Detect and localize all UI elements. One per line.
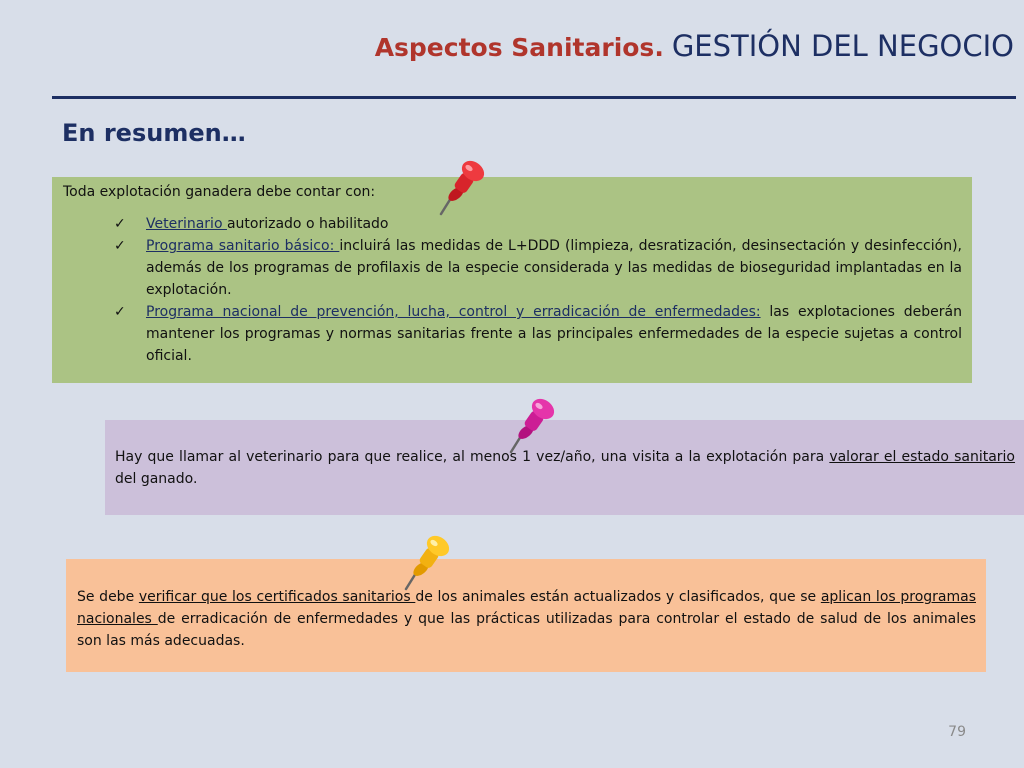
veterinario-link[interactable]: Veterinario — [146, 216, 227, 232]
requirements-intro: Toda explotación ganadera debe contar con: — [63, 184, 376, 200]
underlined-phrase: aplican los programas nacionales — [77, 589, 976, 627]
underlined-phrase: verificar que los certificados sanitarios — [138, 589, 416, 605]
text-span: Se debe — [77, 589, 139, 605]
checkmark-icon: ✓ — [114, 304, 126, 320]
programa-nacional-link[interactable]: Programa nacional de prevención, lucha, control y erradicación de enfermedades: — [146, 304, 761, 320]
magenta-pushpin-icon — [505, 392, 565, 456]
page-number: 79 — [948, 724, 966, 740]
list-item — [63, 213, 962, 235]
slide-subtitle: En resumen… — [62, 119, 246, 147]
list-item — [63, 235, 962, 301]
underlined-phrase: valorar el estado sanitario — [829, 449, 1016, 465]
slide-title-topic: GESTIÓN DEL NEGOCIO — [671, 29, 1014, 63]
slide-title — [375, 26, 1014, 68]
certificates-box — [66, 559, 986, 672]
checkmark-icon: ✓ — [114, 216, 126, 232]
requirements-list — [63, 213, 962, 367]
programa-sanitario-link[interactable]: Programa sanitario básico: — [146, 238, 340, 254]
text-span: del ganado. — [115, 471, 198, 487]
title-divider — [52, 96, 1016, 99]
list-item-text: autorizado o habilitado — [226, 216, 389, 232]
certificates-text — [77, 586, 976, 652]
list-item-text: incluirá las medidas de L+DDD (limpieza, desratización, desinsectación y desinfección), además de los programas de profilaxis de la especie considerada y las medidas de bioseguridad implantadas en la explotación. — [146, 238, 962, 298]
yellow-pushpin-icon — [400, 529, 460, 593]
slide-title-section: Aspectos Sanitarios. — [374, 33, 664, 62]
checkmark-icon: ✓ — [114, 238, 126, 254]
requirements-box — [52, 177, 972, 383]
list-item-text: las explotaciones deberán mantener los programas y normas sanitarias frente a las principales enfermedades de la especie sujetas a control oficial. — [146, 304, 962, 364]
red-pushpin-icon — [435, 154, 495, 218]
text-span: Hay que llamar al veterinario para que realice, al menos 1 vez/año, una visita a la explotación para — [115, 449, 830, 465]
text-span: de erradicación de enfermedades y que las prácticas utilizadas para controlar el estado de salud de los animales son las más adecuadas. — [77, 611, 976, 649]
list-item — [63, 301, 962, 367]
text-span: de los animales están actualizados y clasificados, que se — [415, 589, 821, 605]
veterinarian-visit-text — [115, 446, 1015, 490]
